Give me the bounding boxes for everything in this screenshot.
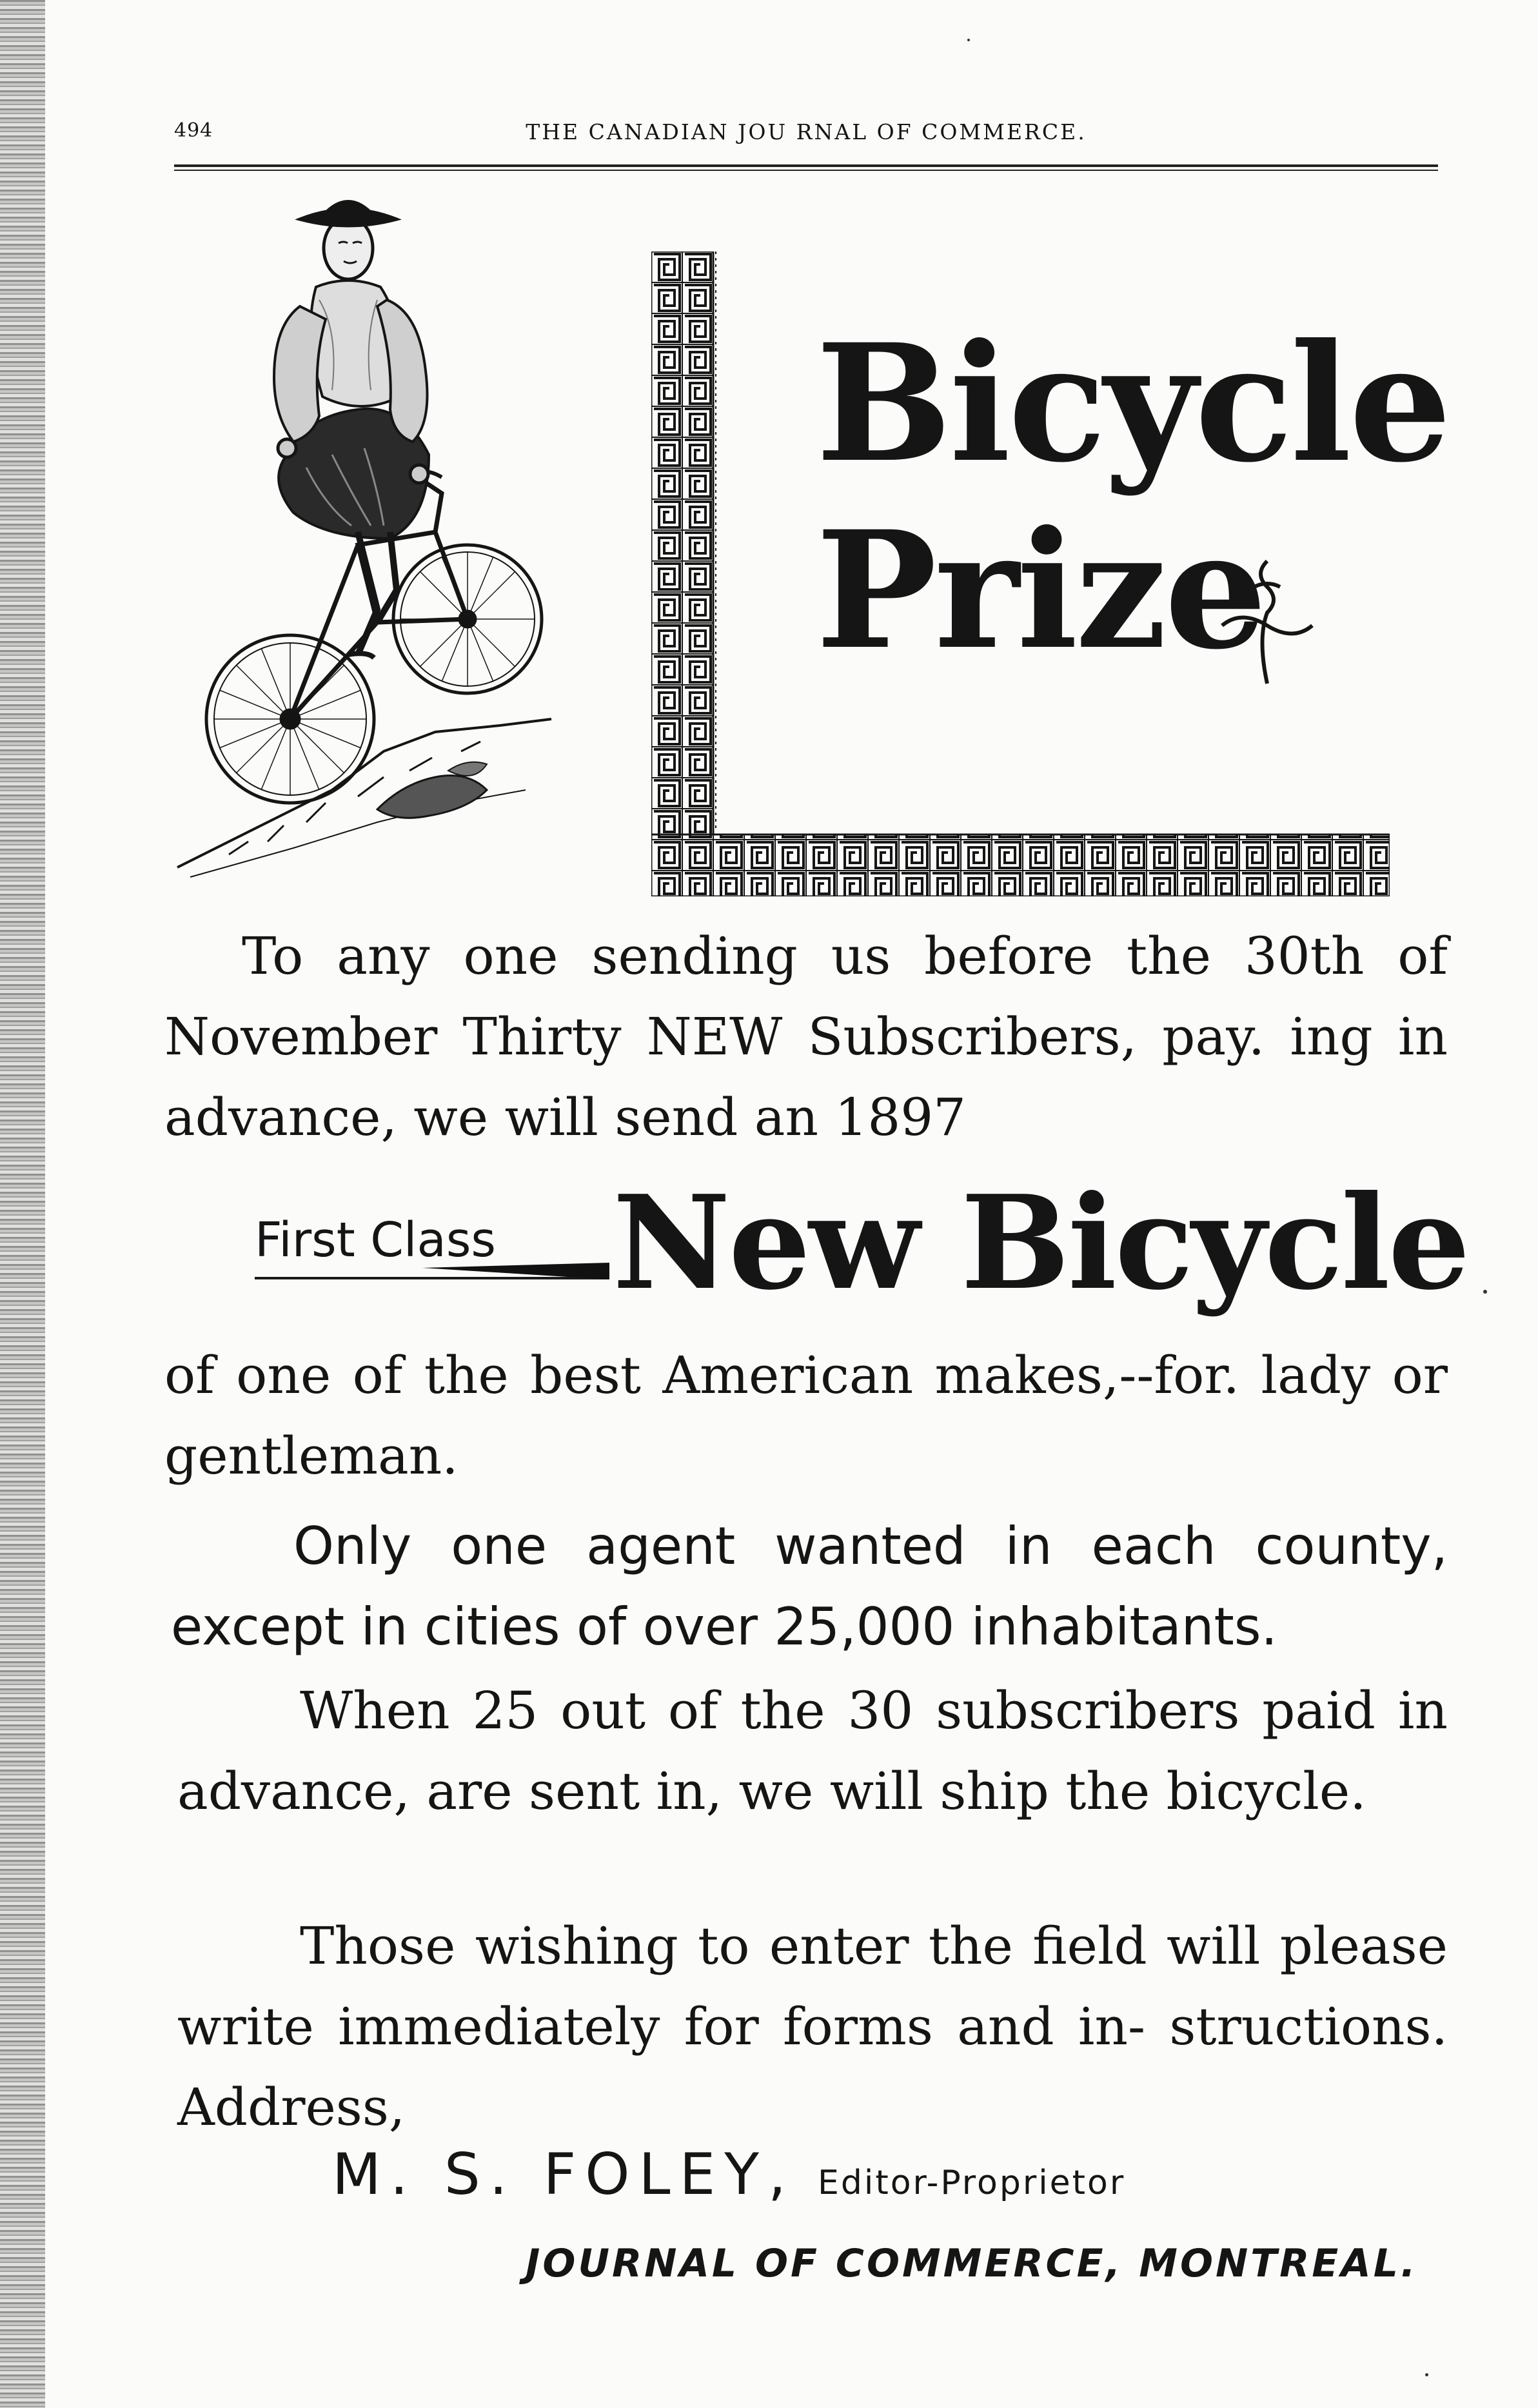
cyclist-illustration (164, 171, 564, 896)
header-rule (174, 164, 1438, 171)
signature-line (332, 2141, 1125, 2207)
bicycle-headline (255, 1167, 1468, 1319)
agents-paragraph: Only one agent wanted in each county, except in cities of over 25,000 inhabitants. (171, 1516, 1448, 1657)
signature-title: Editor-Proprietor (818, 2164, 1126, 2202)
prize-heading-line-2: Prize (816, 495, 1265, 685)
prize-heading (816, 310, 1449, 684)
publication-line: JOURNAL OF COMMERCE, MONTREAL. (526, 2241, 1418, 2286)
intro-paragraph: To any one sending us before the 30th of November Thirty NEW Subscribers, pay. ing in advance, we will send an 1897 (164, 926, 1448, 1147)
first-class-label: First Class (255, 1212, 496, 1268)
flourish-ornament (1216, 548, 1319, 696)
scan-speck (1483, 1290, 1487, 1294)
makes-paragraph: of one of the best American makes,--for. lady or gentleman. (164, 1345, 1448, 1486)
scan-speck (967, 39, 970, 41)
shipping-paragraph: When 25 out of the 30 subscribers paid in advance, are sent in, we will ship the bicycle. (177, 1681, 1448, 1821)
closing-paragraph: Those wishing to enter the field will please write immediately for forms and in- structions. Address, (177, 1916, 1448, 2137)
running-head: THE CANADIAN JOU RNAL OF COMMERCE. (526, 119, 1087, 144)
page-number: 494 (174, 119, 213, 142)
binding-edge-scan (0, 0, 45, 2408)
new-bicycle-heading: New Bicycle (613, 1167, 1468, 1319)
first-class-wedge (422, 1263, 609, 1279)
signature-name: M. S. FOLEY, (332, 2141, 795, 2207)
page-header (174, 119, 1438, 158)
prize-heading-line-1: Bicycle (816, 308, 1450, 498)
scan-speck (1425, 2373, 1428, 2376)
